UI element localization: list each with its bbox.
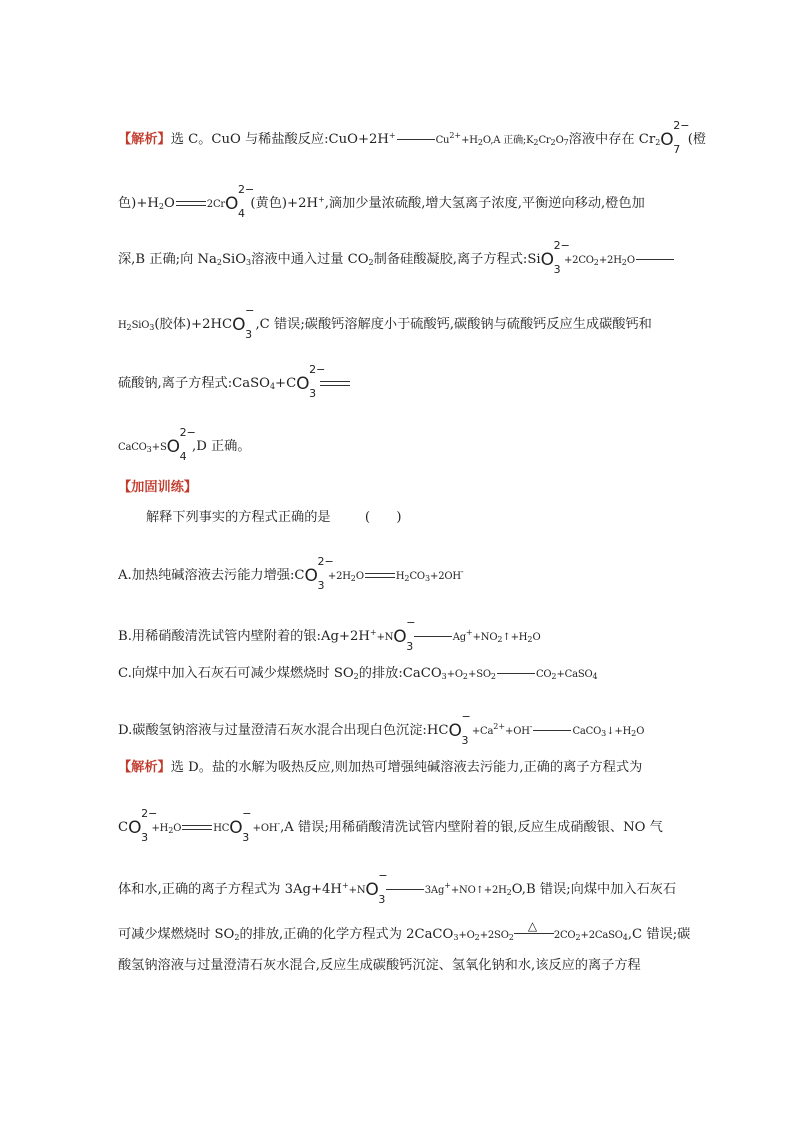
text: 2 — [593, 258, 599, 267]
equals-arrow — [497, 670, 535, 678]
ion-base: O — [660, 130, 674, 150]
ion-sub: 4 — [238, 207, 245, 220]
ion-charge: − — [245, 304, 255, 317]
text: (胶体)+2HC — [154, 317, 233, 332]
text: +SO — [468, 669, 491, 680]
ion-sub: 3 — [317, 579, 325, 592]
text: O — [555, 135, 564, 146]
text: Cu — [435, 135, 450, 146]
option-C — [118, 664, 598, 687]
option-A — [118, 555, 464, 592]
ion-charge: 2− — [179, 426, 196, 439]
text: + — [369, 628, 377, 637]
ion-O3-minus — [232, 304, 255, 341]
text: ↑+H — [502, 632, 528, 643]
ion-sub: 3 — [242, 831, 250, 844]
text: +H — [461, 135, 478, 146]
text: 4 — [622, 933, 628, 942]
analysis-2-line-4 — [118, 919, 691, 948]
text: ,A 错误;用稀硝酸清洗试管内壁附着的银,反应生成硝酸银、NO 气 — [280, 820, 663, 835]
ion-sub: 4 — [179, 450, 187, 463]
text: 选 C。CuO 与稀盐酸反应:CuO+2H — [170, 132, 389, 147]
ion-sub: 3 — [245, 328, 253, 341]
text: 2 — [353, 672, 359, 681]
text: +NO↑+2H — [450, 885, 507, 896]
ion-charge: 2− — [673, 119, 690, 132]
text: O — [355, 571, 364, 582]
heat-triangle-icon: △ — [527, 919, 538, 933]
text: 2 — [551, 672, 557, 681]
text: O — [636, 726, 645, 737]
text: +S — [151, 442, 167, 453]
text: 2 — [631, 729, 637, 738]
ion-charge: − — [242, 807, 252, 820]
ion-charge: 2− — [309, 363, 326, 376]
text: CO — [409, 571, 425, 582]
text: +O — [458, 930, 475, 941]
ion-O3-2minus — [540, 239, 570, 276]
ion-charge: − — [378, 869, 388, 882]
text: +C — [275, 376, 297, 391]
text: HC — [213, 823, 230, 834]
ion-sub: 7 — [673, 143, 681, 156]
text: ,C 错误;碳 — [627, 927, 691, 942]
text: H — [118, 320, 127, 331]
text: 2 — [506, 888, 512, 897]
ion-charge: 2− — [238, 183, 255, 196]
text: 制备硅酸凝胶,离子方程式:Si — [373, 252, 541, 267]
text: Cr — [538, 135, 551, 146]
text: 3 — [246, 258, 252, 267]
text: - — [460, 567, 464, 576]
text: O — [532, 632, 541, 643]
text: 2 — [350, 574, 356, 583]
text: +2CO — [563, 255, 594, 266]
analysis-tag: 【解析】 — [118, 760, 171, 775]
text: - — [277, 819, 281, 828]
text: (橙 — [687, 132, 707, 147]
text: +NO — [472, 632, 498, 643]
reversible-arrow — [320, 380, 350, 388]
analysis-1-line-3 — [118, 239, 675, 276]
text: 可减少煤燃烧时 SO — [118, 927, 235, 942]
answer-blank: ( ) — [364, 510, 402, 525]
analysis-1-line-5 — [118, 363, 351, 400]
text: 3 — [424, 574, 431, 583]
text: O — [163, 196, 175, 211]
ion-O3-minus — [365, 869, 388, 906]
text: + — [388, 131, 396, 140]
ion-base: O — [448, 721, 462, 741]
ion-base: O — [225, 194, 239, 214]
text: SiO — [221, 252, 247, 267]
text: CaCO — [572, 726, 602, 737]
text: 3 — [453, 933, 459, 942]
text: 2 — [497, 635, 503, 644]
text: 溶液中通入过量 CO — [251, 252, 369, 267]
ion-O3-2minus — [128, 807, 158, 844]
text: 2 — [655, 138, 661, 147]
ion-O3-minus — [448, 710, 471, 747]
ion-base: O — [540, 250, 554, 270]
ion-O4-2minus — [225, 183, 255, 220]
text: 的排放,正确的化学方程式为 2CaCO — [239, 927, 454, 942]
text: 4 — [269, 382, 276, 391]
ion-O3-2minus — [296, 363, 326, 400]
ion-charge: − — [461, 710, 471, 723]
text: ↓+H — [606, 726, 632, 737]
analysis-1-line-2 — [118, 183, 645, 220]
text: 的排放:CaCO — [358, 666, 442, 681]
ion-O4-2minus — [166, 426, 196, 463]
equals-arrow — [636, 256, 674, 264]
text: 2 — [508, 933, 514, 942]
analysis-2-line-2 — [118, 807, 663, 844]
text: O — [173, 823, 182, 834]
text: (黄色)+2H — [250, 196, 318, 211]
text: 色)+H — [118, 196, 159, 211]
text: 3 — [146, 445, 152, 454]
heat-arrow — [514, 919, 554, 940]
text: +H — [151, 823, 169, 834]
text: O,A 正确;K — [482, 135, 534, 146]
text: B.用稀硝酸清洗试管内壁附着的银:Ag+2H — [118, 629, 370, 644]
text: 硫酸钠,离子方程式:CaSO — [118, 376, 270, 391]
text: ,D 正确。 — [192, 439, 251, 454]
text: +2CaSO — [580, 930, 623, 941]
ion-base: O — [229, 818, 243, 838]
text: 2 — [527, 635, 533, 644]
ion-base: O — [304, 566, 318, 586]
text: 2 — [490, 672, 496, 681]
text: +2H — [327, 571, 351, 582]
text: - — [529, 722, 533, 731]
reversible-arrow — [176, 200, 206, 208]
text: +OH — [252, 823, 278, 834]
text: +2SO — [479, 930, 509, 941]
text: 2+ — [449, 131, 462, 140]
text: D.碳酸氢钠溶液与过量澄清石灰水混合出现白色沉淀:HC — [118, 723, 449, 738]
option-B — [118, 616, 541, 653]
ion-sub: 3 — [309, 387, 317, 400]
text: 2 — [216, 258, 222, 267]
ion-sub: 3 — [378, 893, 386, 906]
text: + — [341, 881, 349, 890]
text: 2 — [575, 933, 581, 942]
text: 溶液中存在 Cr — [568, 132, 656, 147]
ion-base: O — [365, 880, 379, 900]
ion-charge: 2− — [553, 239, 570, 252]
ion-O3-minus — [229, 807, 252, 844]
text: 2 — [550, 138, 556, 147]
text: 酸氢钠溶液与过量澄清石灰水混合,反应生成碳酸钙沉淀、氢氧化钠和水,该反应的离子方程 — [118, 958, 641, 973]
text: 2+ — [493, 722, 506, 731]
analysis-1-line-1 — [118, 119, 707, 156]
analysis-1-line-6 — [118, 426, 251, 463]
equals-arrow — [533, 727, 571, 735]
ion-sub: 3 — [553, 263, 561, 276]
text: +OH — [505, 726, 530, 737]
text: 2CO — [553, 930, 576, 941]
text: +O — [446, 669, 463, 680]
text: 2 — [168, 826, 174, 835]
text: 选 D。盐的水解为吸热反应,则加热可增强纯碱溶液去污能力,正确的离子方程式为 — [170, 760, 643, 775]
text: 2 — [368, 258, 374, 267]
ion-sub: 3 — [406, 640, 414, 653]
text: + — [444, 881, 451, 890]
analysis-2-line-3 — [118, 869, 677, 906]
text: C — [118, 820, 129, 835]
equals-arrow — [386, 886, 424, 894]
text: 深,B 正确;向 Na — [118, 252, 217, 267]
text: 7 — [563, 138, 569, 147]
text: 2 — [126, 323, 132, 332]
drill-tag: 【加固训练】 — [118, 480, 198, 495]
text: 体和水,正确的离子方程式为 3Ag+4H — [118, 882, 342, 897]
text: 3 — [441, 672, 447, 681]
drill-question — [146, 508, 402, 528]
text: 2 — [533, 138, 539, 147]
text: 3 — [601, 729, 607, 738]
analysis-1-line-4 — [118, 304, 652, 341]
ion-base: O — [296, 374, 310, 394]
text: H — [395, 571, 405, 582]
text: Ag — [452, 632, 466, 643]
ion-sub: 3 — [461, 734, 469, 747]
text: ,滴加少量浓硫酸,增大氢离子浓度,平衡逆向移动,橙色加 — [324, 196, 645, 211]
text: 3 — [149, 323, 155, 332]
text: 2 — [474, 933, 480, 942]
text: 2 — [234, 933, 240, 942]
text: +CaSO — [556, 669, 593, 680]
option-D — [118, 710, 645, 747]
equals-arrow — [414, 633, 452, 641]
text: A.加热纯碱溶液去污能力增强:C — [118, 568, 305, 583]
text: 2Cr — [206, 199, 225, 210]
text: 2 — [462, 672, 469, 681]
analysis-tag: 【解析】 — [118, 132, 171, 147]
ion-charge: 2− — [317, 555, 334, 568]
text: SiO — [131, 320, 150, 331]
text: +N — [376, 632, 394, 643]
ion-base: O — [128, 818, 142, 838]
analysis-2-line-1 — [118, 758, 642, 778]
text: 2 — [404, 574, 410, 583]
reversible-arrow — [365, 572, 395, 580]
text: O,B 错误;向煤中加入石灰石 — [511, 882, 677, 897]
text: + — [318, 195, 325, 204]
text: ,C 错误;碳酸钙溶解度小于硫酸钙,碳酸钠与硫酸钙反应生成碳酸钙和 — [255, 317, 652, 332]
text: +Ca — [471, 726, 494, 737]
ion-charge: 2− — [141, 807, 158, 820]
drill-header — [118, 478, 197, 498]
text: 2 — [158, 202, 164, 211]
text: + — [465, 628, 473, 637]
ion-base: O — [166, 437, 180, 457]
text: O — [626, 255, 635, 266]
text: 2 — [477, 138, 483, 147]
text: +N — [348, 885, 366, 896]
ion-sub: 3 — [141, 831, 149, 844]
text: 4 — [592, 672, 598, 681]
analysis-2-line-5 — [118, 956, 641, 976]
ion-O3-2minus — [304, 555, 334, 592]
ion-base: O — [232, 315, 246, 335]
ion-O7-2minus — [660, 119, 690, 156]
question-text: 解释下列事实的方程式正确的是 — [146, 510, 331, 525]
text: C.向煤中加入石灰石可减少煤燃烧时 SO — [118, 666, 354, 681]
ion-O3-minus — [393, 616, 416, 653]
reversible-arrow — [182, 824, 212, 832]
ion-charge: − — [406, 616, 416, 629]
ion-base: O — [393, 627, 407, 647]
text: +2OH — [430, 571, 461, 582]
text: +2H — [598, 255, 622, 266]
text: 3Ag — [424, 885, 445, 896]
text: 2 — [621, 258, 627, 267]
text: CaCO — [118, 442, 147, 453]
equals-arrow — [397, 136, 435, 144]
text: CO — [535, 669, 552, 680]
